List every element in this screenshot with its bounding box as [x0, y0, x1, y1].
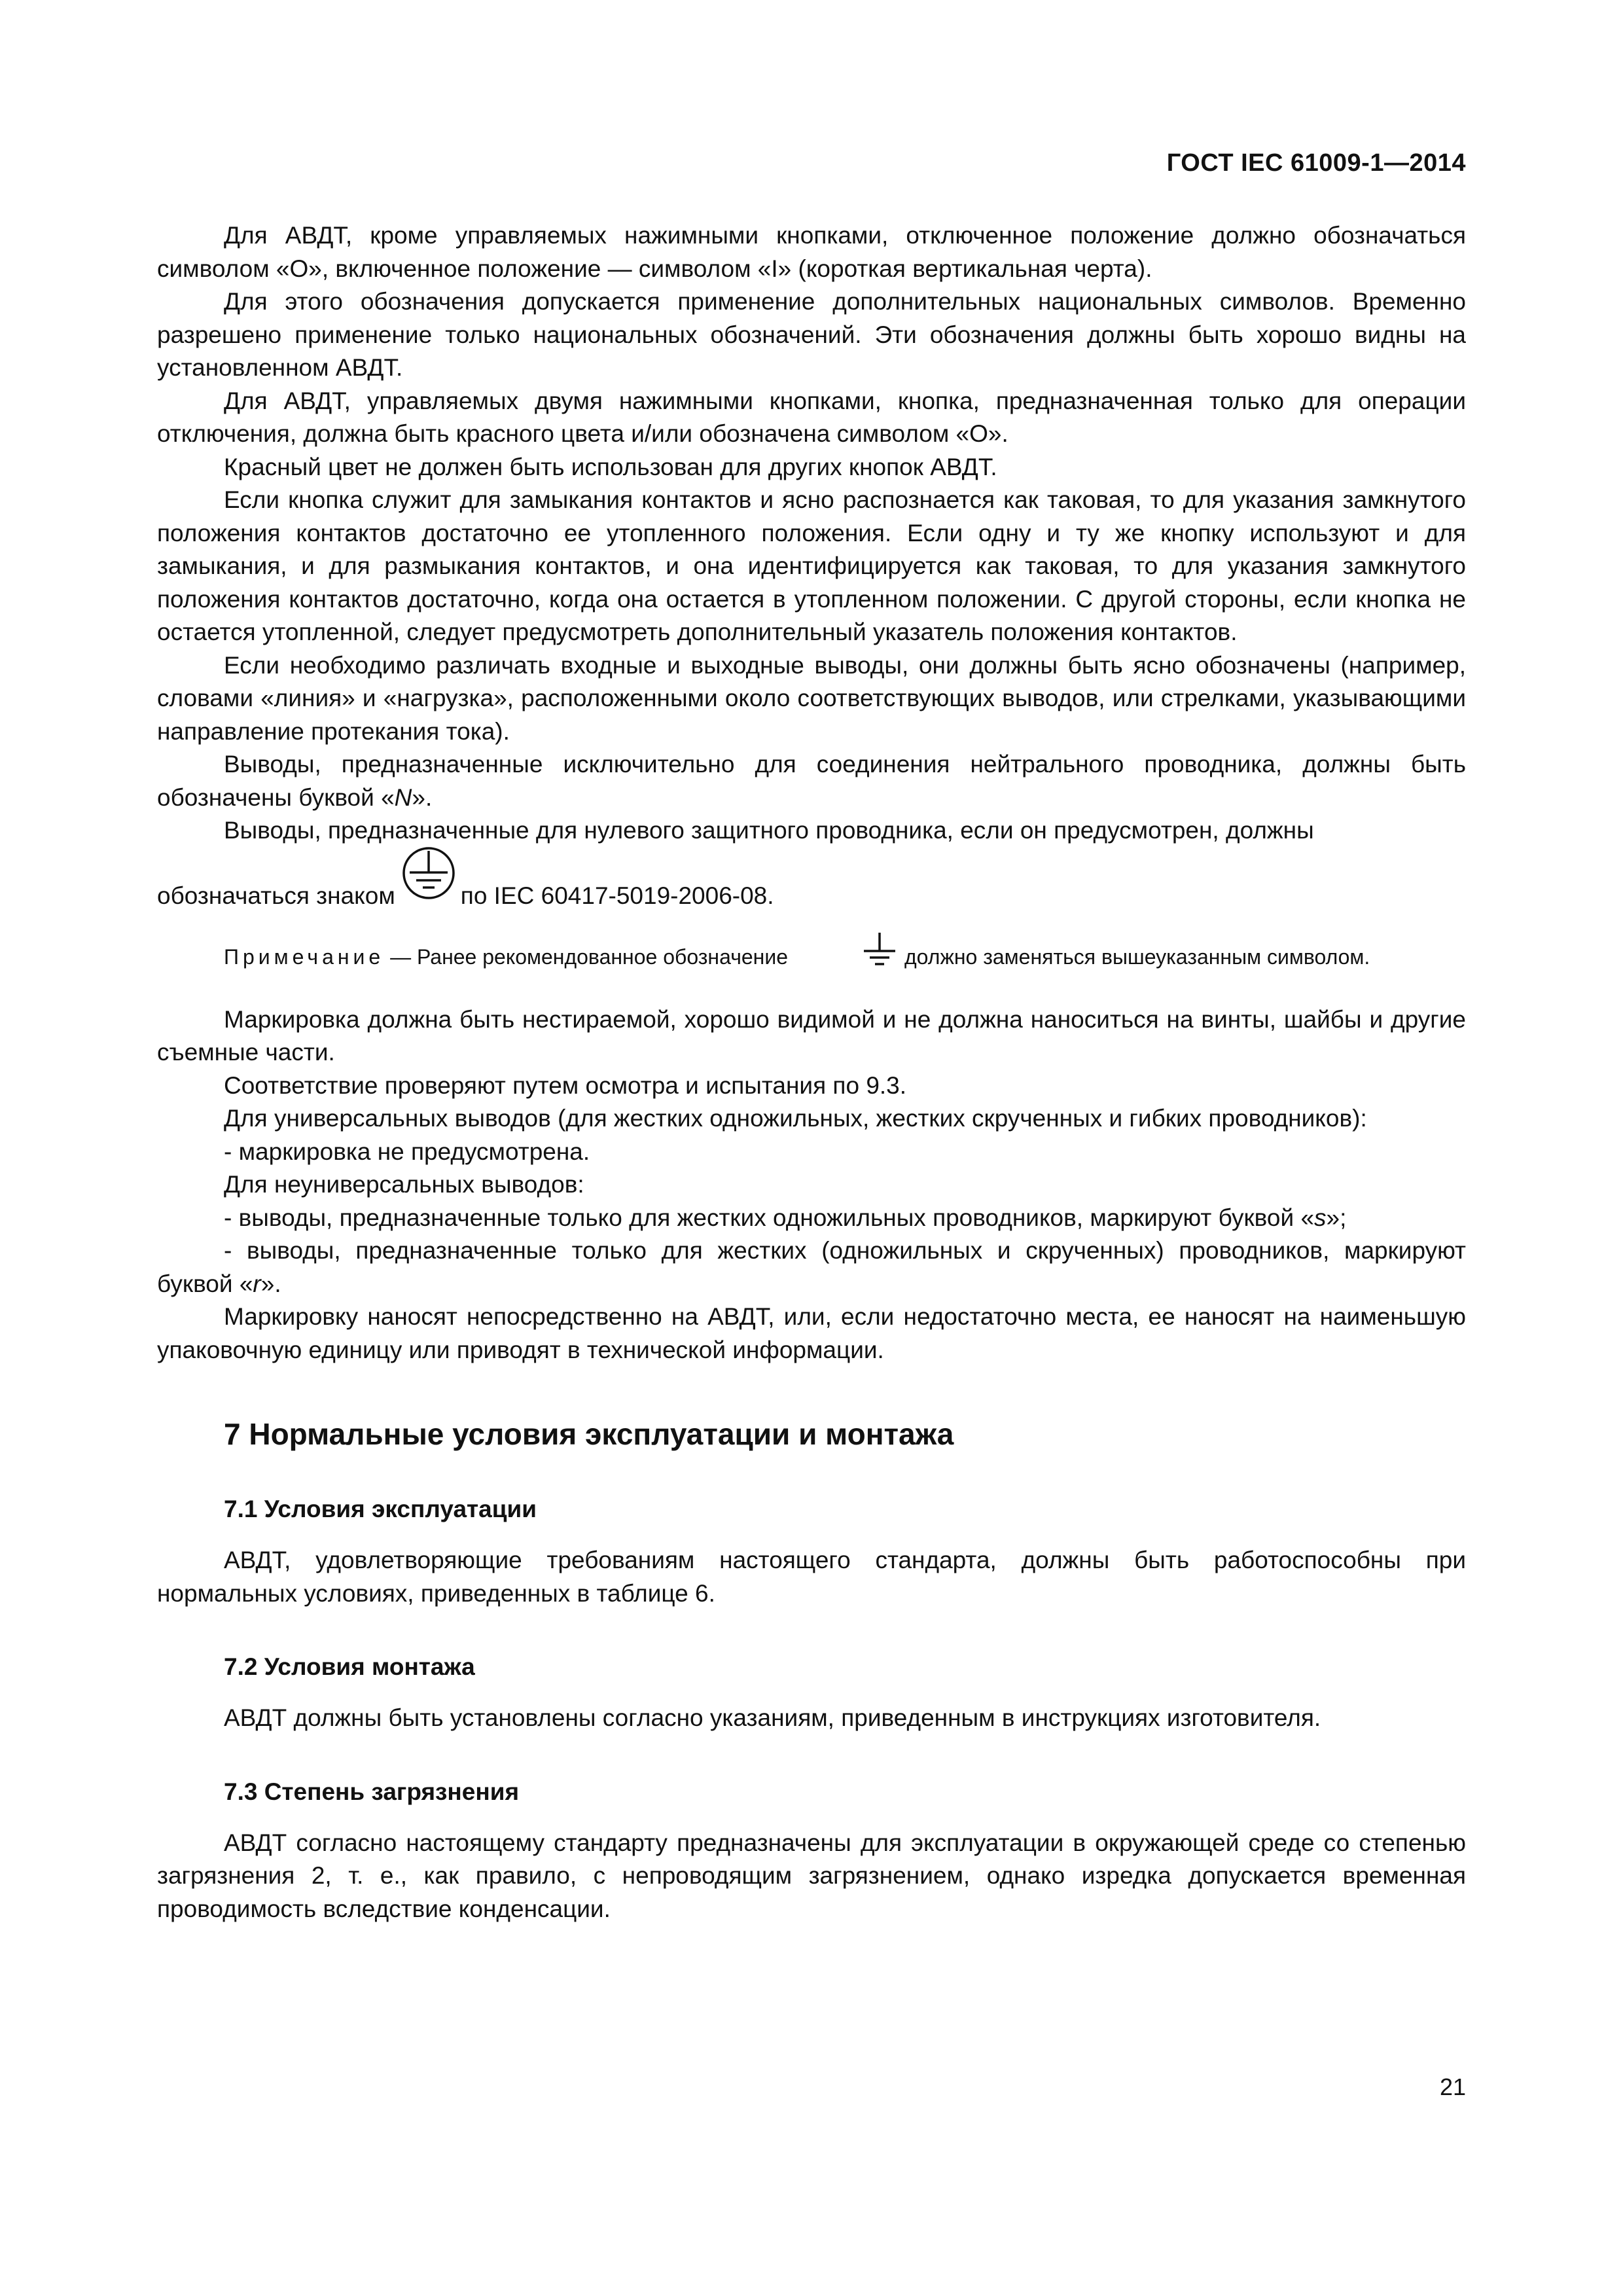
- paragraph: Для неуниверсальных выводов:: [224, 1171, 584, 1198]
- list-r-letter: r: [253, 1270, 261, 1297]
- page-body: [157, 219, 1466, 1926]
- paragraph: Для АВДТ, кроме управляемых нажимными кнопками, отключенное положение должно обозначаться символом «O», включенное положение — символом «I» (короткая вертикальная черта).: [157, 222, 1466, 282]
- section-7-3-text: АВДТ согласно настоящему стандарту предназначены для эксплуатации в окружающей среде со степенью загрязнения 2, т. е., как правило, с непроводящим загрязнением, однако изредка допускается временная проводимость вследствие конденсации.: [157, 1829, 1466, 1922]
- note-text-1: Ранее рекомендованное обозначение: [417, 944, 788, 969]
- protective-earth-icon: [402, 846, 455, 909]
- list-item: - маркировка не предусмотрена.: [224, 1138, 590, 1165]
- paragraph: Для АВДТ, управляемых двумя нажимными кнопками, кнопка, предназначенная только для операции отключения, должна быть красного цвета и/или обозначена символом «O».: [157, 387, 1466, 447]
- protective-symbol-line: [157, 848, 1466, 913]
- note: [157, 931, 1466, 976]
- note-text-2: должно заменяться вышеуказанным символом.: [904, 944, 1370, 969]
- paragraph: Для универсальных выводов (для жестких одножильных, жестких скрученных и гибких проводников):: [224, 1105, 1367, 1132]
- note-label: Примечание: [224, 944, 385, 969]
- list-item-r: [157, 1234, 1466, 1300]
- section-7-1-text: АВДТ, удовлетворяющие требованиям настоящего стандарта, должны быть работоспособны при нормальных условиях, приведенных в таблице 6.: [157, 1547, 1466, 1607]
- list-s-end: »;: [1326, 1204, 1347, 1231]
- protective-post: по IEC 60417-5019-2006-08.: [460, 882, 774, 909]
- list-s-text: - выводы, предназначенные только для жестких одножильных проводников, маркируют буквой «: [224, 1204, 1315, 1231]
- paragraph: Для этого обозначения допускается применение дополнительных национальных символов. Временно разрешено применение только национальных обозначений. Эти обозначения должны быть хорошо видны на установленном АВДТ.: [157, 288, 1466, 381]
- paragraph: Если необходимо различать входные и выходные выводы, они должны быть ясно обозначены (например, словами «линия» и «нагрузка», расположенными около соответствующих выводов, или стрелками, указывающими направление протекания тока).: [157, 651, 1466, 745]
- neutral-text: Выводы, предназначенные исключительно для соединения нейтрального проводника, должны быть обозначены буквой «: [157, 751, 1466, 811]
- section-7-2-text: АВДТ должны быть установлены согласно указаниям, приведенным в инструкциях изготовителя.: [224, 1704, 1321, 1731]
- paragraph: Маркировка должна быть нестираемой, хорошо видимой и не должна наноситься на винты, шайбы и другие съемные части.: [157, 1005, 1466, 1066]
- protective-pre: обозначаться знаком: [157, 882, 395, 909]
- section-7-title: 7 Нормальные условия эксплуатации и монтажа: [224, 1417, 954, 1451]
- list-r-text: - выводы, предназначенные только для жестких (одножильных и скрученных) проводников, маркируют буквой «: [157, 1237, 1466, 1297]
- paragraph: Соответствие проверяют путем осмотра и испытания по 9.3.: [224, 1071, 907, 1099]
- page-number: 21: [1439, 2073, 1466, 2100]
- section-7-1-title: 7.1 Условия эксплуатации: [224, 1496, 537, 1522]
- earth-ground-icon: [794, 931, 898, 976]
- paragraph: Красный цвет не должен быть использован для других кнопок АВДТ.: [224, 453, 997, 480]
- neutral-letter: N: [394, 783, 412, 811]
- list-r-end: ».: [260, 1270, 281, 1297]
- section-7-3-title: 7.3 Степень загрязнения: [224, 1778, 520, 1805]
- note-dash: —: [384, 944, 417, 969]
- list-s-letter: s: [1314, 1204, 1327, 1231]
- paragraph: Если кнопка служит для замыкания контактов и ясно распознается как таковая, то для указания замкнутого положения контактов достаточно ее утопленного положения. Если одну и ту же кнопку используют и для замыкания, и для размыкания контактов, и она идентифицируется как таковая, то для указания замкнутого положения контактов достаточно, когда она остается в утопленном положении. С другой стороны, если кнопка не остается утопленной, следует предусмотреть дополнительный указатель положения контактов.: [157, 486, 1466, 645]
- neutral-end: ».: [412, 783, 433, 811]
- document-header: ГОСТ IEC 61009-1—2014: [1166, 149, 1466, 177]
- paragraph: Маркировку наносят непосредственно на АВДТ, или, если недостаточно места, ее наносят на наименьшую упаковочную единицу или приводят в технической информации.: [157, 1303, 1466, 1363]
- neutral-paragraph: [157, 748, 1466, 814]
- list-item-s: [157, 1202, 1466, 1235]
- protective-paragraph: Выводы, предназначенные для нулевого защитного проводника, если он предусмотрен, должны: [224, 817, 1314, 844]
- section-7-2-title: 7.2 Условия монтажа: [224, 1653, 475, 1680]
